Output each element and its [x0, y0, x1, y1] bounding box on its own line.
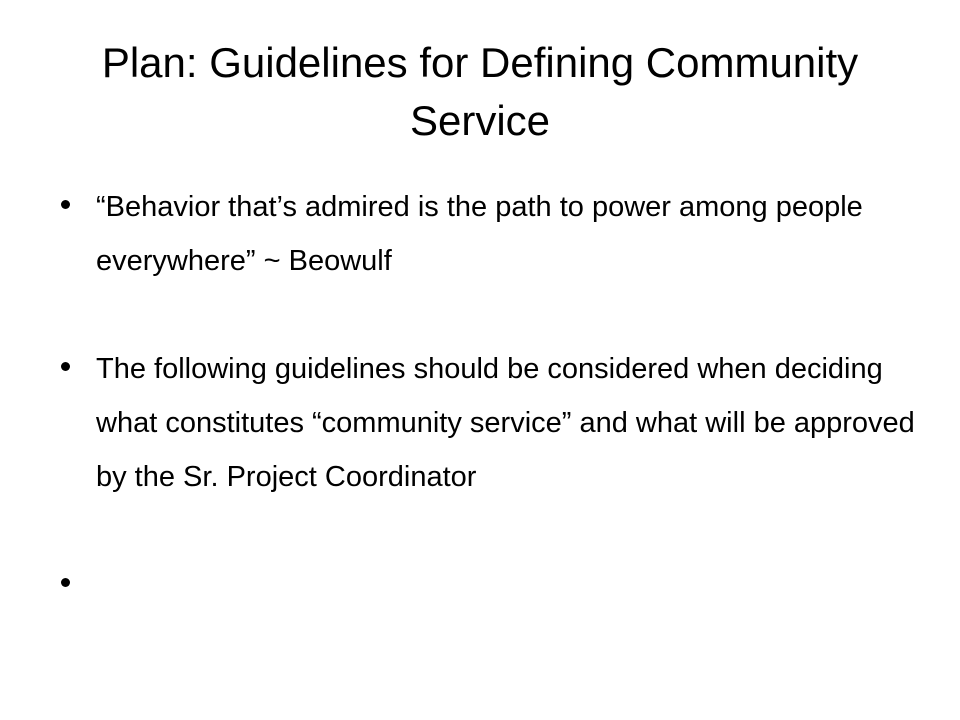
bullet-text: The following guidelines should be considered when deciding what constitutes “community service” and what will be approved by the Sr. Project Coordinator: [96, 353, 915, 493]
bullet-dot-icon: [61, 200, 70, 209]
bullet-dot-icon: [61, 578, 70, 587]
slide-title: Plan: Guidelines for Defining Community Service: [101, 39, 859, 144]
bullet-dot-icon: [61, 362, 70, 371]
bullet-item-quote: [58, 180, 918, 288]
bullet-item-guidelines: [58, 342, 918, 504]
bullet-text: “Behavior that’s admired is the path to power among people everywhere” ~ Beowulf: [96, 191, 863, 277]
bullet-item-empty: [58, 558, 918, 612]
bullet-list: [58, 180, 918, 612]
